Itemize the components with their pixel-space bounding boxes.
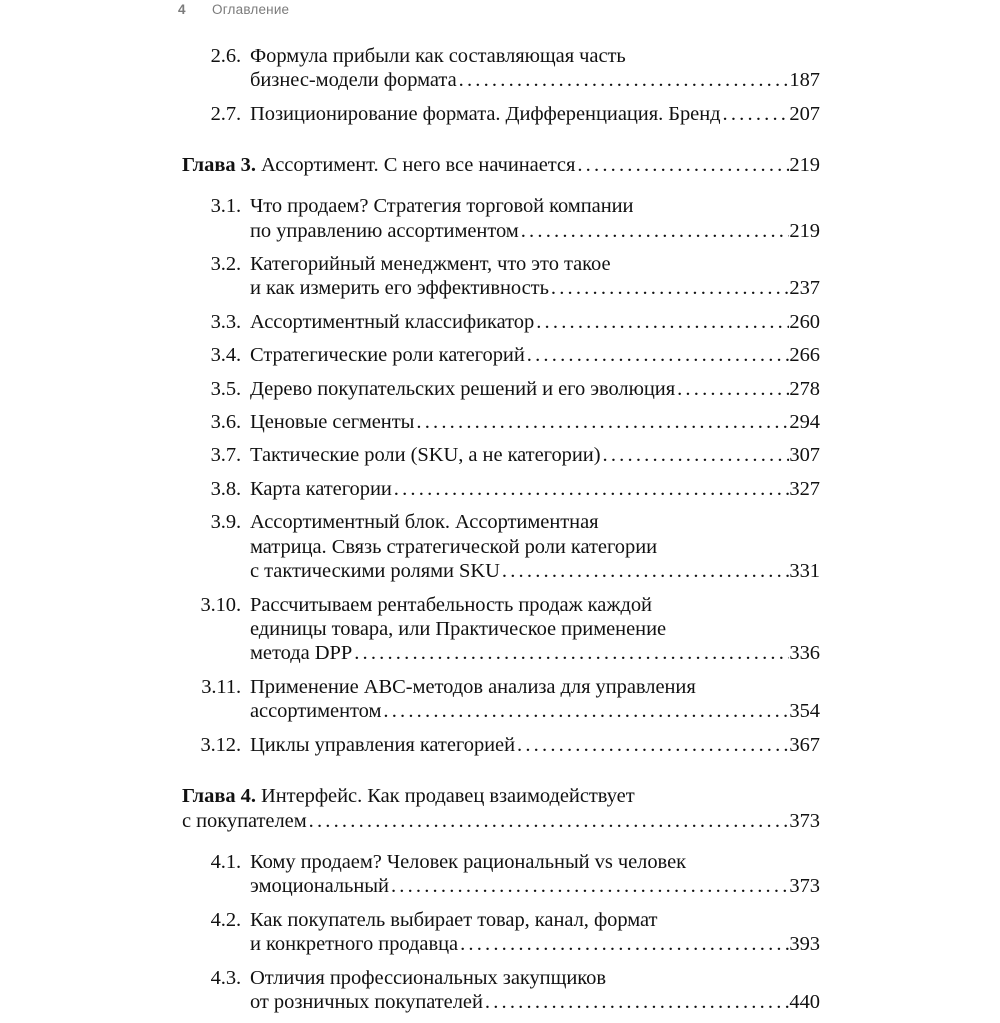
toc-entry-text: с покупателем [182, 809, 307, 832]
toc-entry-lines [250, 593, 820, 666]
toc-entry-text: и конкретного продавца [250, 933, 459, 956]
toc-section-entry[interactable] [182, 850, 820, 899]
toc-section-entry[interactable] [182, 733, 820, 757]
toc-entry-line: матрица. Связь стратегической роли категории [250, 535, 658, 558]
toc-section-entry[interactable] [182, 675, 820, 724]
toc-entry-text: Ассортимент. С него все начинается [255, 154, 576, 177]
toc-entry-line: Применение ABC-методов анализа для управления [250, 675, 696, 698]
toc-entry-line [250, 733, 820, 757]
toc-page-number: 367 [789, 733, 820, 756]
toc-page-number: 266 [789, 344, 820, 367]
toc-entry-text: Интерфейс. Как продавец взаимодействует [255, 784, 635, 807]
toc-section-number: 3.10. [200, 593, 241, 616]
toc-entry-text: Ценовые сегменты [250, 411, 415, 434]
toc-entry-text: от розничных покупателей [250, 990, 483, 1013]
toc-entry-text: и как измерить его эффективность [250, 277, 549, 300]
toc-entry-text: с тактическими ролями SKU [250, 560, 500, 583]
toc-entry-lines [250, 908, 820, 957]
toc-entry-text [182, 153, 575, 178]
toc-page-number: 373 [789, 875, 820, 898]
toc-entry-lines [250, 377, 820, 401]
toc-page-number: 278 [789, 377, 820, 400]
toc-section-number: 2.7. [210, 102, 241, 125]
toc-entry-line [250, 276, 820, 300]
toc-section-number: 3.2. [210, 253, 241, 276]
dot-leader [603, 443, 790, 467]
toc-page-number: 331 [789, 560, 820, 583]
toc-section-entry[interactable] [182, 377, 820, 401]
toc-entry-line [250, 219, 820, 243]
toc-entry-line [250, 310, 820, 334]
toc-chapter-label: Глава 4. [182, 784, 256, 807]
toc-entry-text: по управлению ассортиментом [250, 219, 519, 242]
toc-entry-text: Карта категории [250, 477, 392, 500]
toc-entry-line [250, 641, 820, 665]
dot-leader [460, 932, 789, 956]
toc-entry-line: Формула прибыли как составляющая часть [250, 45, 626, 67]
toc-section-entry[interactable] [182, 410, 820, 434]
toc-entry-lines [250, 443, 820, 467]
toc-chapter-label: Глава 3. [182, 154, 256, 177]
toc-section-number: 2.6. [210, 45, 241, 67]
toc-entry-line [250, 874, 820, 898]
toc-entry-line [182, 153, 820, 178]
toc-entry-line [250, 559, 820, 583]
dot-leader [383, 699, 789, 723]
toc-entry-lines [250, 850, 820, 899]
toc-page-number: 373 [789, 809, 820, 832]
toc-entry-lines [250, 510, 820, 583]
toc-entry-line [250, 410, 820, 434]
toc-section-number: 4.2. [210, 908, 241, 931]
toc-section-number: 3.5. [210, 377, 241, 400]
toc-section-entry[interactable] [182, 310, 820, 334]
table-of-contents [182, 44, 820, 1023]
toc-entry-lines [250, 102, 820, 126]
toc-page-number: 354 [789, 700, 820, 723]
toc-entry-line: Категорийный менеджмент, что это такое [250, 253, 611, 276]
dot-leader [551, 276, 790, 300]
toc-entry-line [250, 68, 820, 92]
toc-entry-lines [250, 252, 820, 301]
toc-entry-line [250, 932, 820, 956]
toc-entry-text: Ассортиментный классификатор [250, 310, 535, 333]
toc-section-number: 3.8. [210, 477, 241, 500]
toc-entry-line: Отличия профессиональных закупщиков [250, 966, 606, 989]
toc-section-entry[interactable] [182, 966, 820, 1015]
dot-leader [391, 874, 789, 898]
toc-entry-line [250, 377, 820, 401]
toc-entry-lines [250, 194, 820, 243]
toc-section-entry[interactable] [182, 343, 820, 367]
toc-entry-lines [250, 733, 820, 757]
toc-entry-text: Дерево покупательских решений и его эволюция [250, 377, 676, 400]
toc-section-number: 4.1. [210, 850, 241, 873]
toc-section-number: 3.3. [210, 310, 241, 333]
toc-section-number: 3.9. [210, 511, 241, 534]
dot-leader [485, 990, 790, 1014]
dot-leader [521, 219, 790, 243]
dot-leader [723, 102, 790, 126]
toc-entry-text: бизнес-модели формата [250, 69, 457, 92]
toc-chapter-entry[interactable] [182, 784, 820, 834]
toc-entry-line: Кому продаем? Человек рациональный vs человек [250, 850, 687, 873]
toc-section-entry[interactable] [182, 44, 820, 93]
toc-entry-line [182, 809, 820, 834]
toc-entry-lines [250, 477, 820, 501]
dot-leader [394, 477, 790, 501]
dot-leader [416, 410, 789, 434]
dot-leader [527, 343, 790, 367]
toc-page-number: 440 [789, 990, 820, 1013]
dot-leader [354, 641, 789, 665]
toc-section-number: 3.6. [210, 411, 241, 434]
toc-entry-text: эмоциональный [250, 875, 389, 898]
toc-page-number: 307 [789, 444, 820, 467]
toc-entry-line [250, 102, 820, 126]
toc-page-number: 336 [789, 642, 820, 665]
toc-entry-line [182, 784, 820, 809]
toc-entry-line: Ассортиментный блок. Ассортиментная [250, 511, 599, 534]
toc-page-number: 393 [789, 933, 820, 956]
toc-section-number: 3.4. [210, 344, 241, 367]
toc-page-number: 294 [789, 411, 820, 434]
toc-entry-text: Тактические роли (SKU, а не категории) [250, 444, 601, 467]
toc-entry-text: Стратегические роли категорий [250, 344, 525, 367]
toc-page-number: 219 [789, 154, 820, 177]
toc-entry-line [250, 699, 820, 723]
page-folio: 4 [178, 2, 186, 17]
toc-entry-text: метода DPP [250, 642, 353, 665]
toc-entry-line [250, 343, 820, 367]
toc-page-number: 187 [789, 69, 820, 92]
toc-section-entry[interactable] [182, 477, 820, 501]
toc-entry-lines [250, 310, 820, 334]
running-head-title: Оглавление [212, 2, 290, 17]
toc-section-entry[interactable] [182, 593, 820, 666]
dot-leader [577, 153, 789, 178]
toc-page-number: 207 [789, 102, 820, 125]
dot-leader [517, 733, 789, 757]
dot-leader [536, 310, 789, 334]
toc-section-number: 3.7. [210, 444, 241, 467]
dot-leader [459, 68, 790, 92]
toc-entry-lines [250, 44, 820, 93]
toc-entry-lines [250, 675, 820, 724]
toc-entry-text: ассортиментом [250, 700, 382, 723]
running-head [178, 2, 289, 17]
toc-entry-text: Циклы управления категорией [250, 733, 516, 756]
toc-entry-line: Рассчитываем рентабельность продаж каждой [250, 593, 652, 616]
toc-entry-line [250, 443, 820, 467]
toc-entry-lines [250, 966, 820, 1015]
toc-entry-lines [250, 410, 820, 434]
toc-section-entry[interactable] [182, 252, 820, 301]
toc-section-number: 3.1. [210, 195, 241, 218]
toc-chapter-entry[interactable] [182, 153, 820, 178]
toc-section-entry[interactable] [182, 510, 820, 583]
toc-entry-lines [250, 343, 820, 367]
toc-entry-text: Позиционирование формата. Дифференциация. Бренд [250, 102, 721, 125]
toc-section-number: 4.3. [210, 966, 241, 989]
toc-page-number: 219 [789, 219, 820, 242]
toc-section-entry[interactable] [182, 443, 820, 467]
toc-entry-line [250, 477, 820, 501]
dot-leader [502, 559, 790, 583]
toc-entry-line: Как покупатель выбирает товар, канал, формат [250, 908, 658, 931]
dot-leader [309, 809, 790, 834]
toc-section-entry[interactable] [182, 194, 820, 243]
toc-section-number: 3.11. [201, 675, 241, 698]
toc-page-number: 260 [789, 310, 820, 333]
toc-page-number: 237 [789, 277, 820, 300]
toc-page-number: 327 [789, 477, 820, 500]
toc-entry-line: единицы товара, или Практическое применение [250, 617, 667, 640]
dot-leader [677, 377, 789, 401]
toc-section-entry[interactable] [182, 908, 820, 957]
toc-section-entry[interactable] [182, 102, 820, 126]
toc-entry-line [250, 990, 820, 1014]
toc-entry-line: Что продаем? Стратегия торговой компании [250, 195, 634, 218]
toc-section-number: 3.12. [200, 733, 241, 756]
